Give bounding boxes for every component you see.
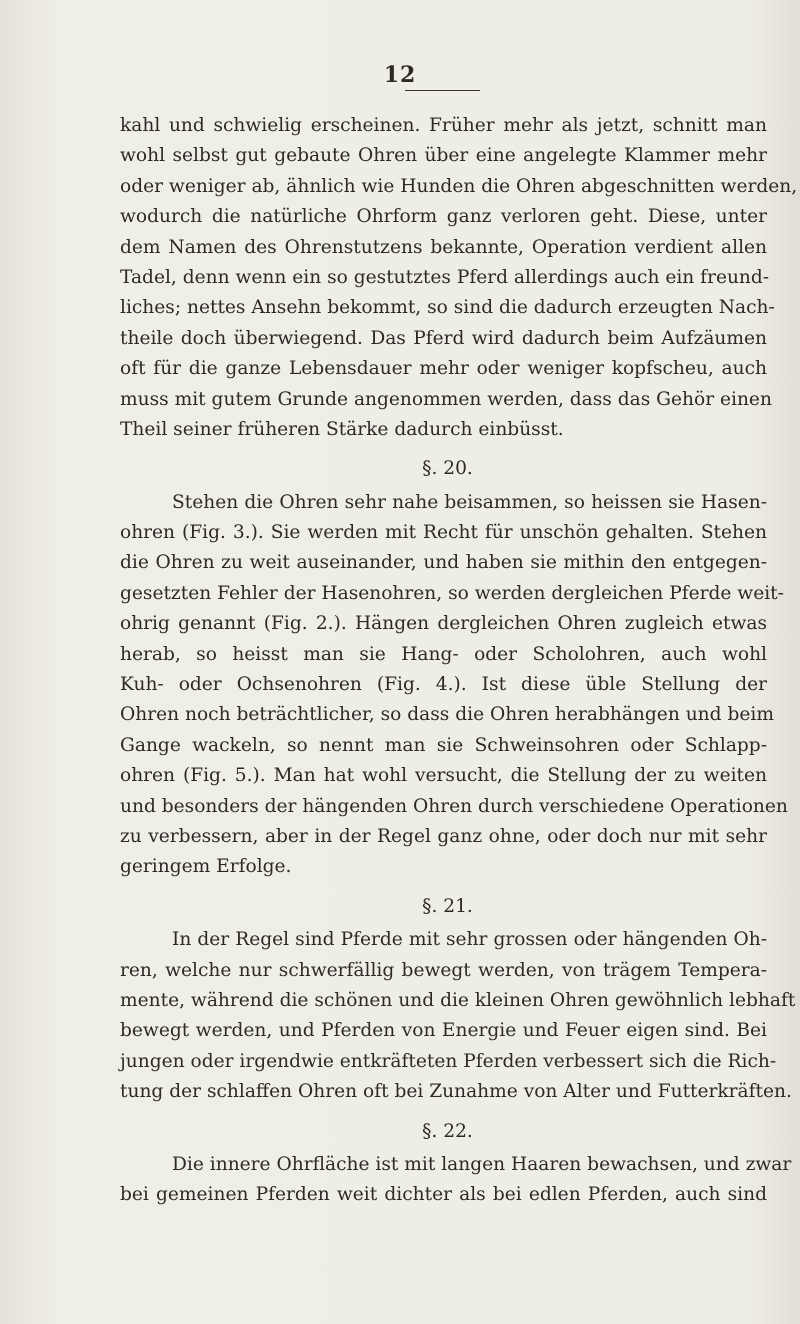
paragraph-intro <box>120 111 798 445</box>
text-line: Stehen die Ohren sehr nahe beisammen, so heissen sie Hasen- <box>172 491 767 513</box>
text-line: theile doch überwiegend. Das Pferd wird dadurch beim Aufzäumen <box>120 327 767 349</box>
text-line: oft für die ganze Lebensdauer mehr oder weniger kopfscheu, auch <box>120 358 767 380</box>
text-line: Die innere Ohrfläche ist mit langen Haaren bewachsen, und zwar <box>172 1153 792 1175</box>
text-line: Tadel, denn wenn ein so gestutztes Pferd allerdings auch ein freund- <box>120 266 770 288</box>
text-line: tung der schlaffen Ohren oft bei Zunahme von Alter und Futterkräften. <box>120 1081 792 1103</box>
section-21-paragraph <box>120 925 796 1107</box>
page-number-rule <box>405 90 480 91</box>
text-line: liches; nettes Ansehn bekommt, so sind die dadurch erzeugten Nach- <box>120 297 775 319</box>
section-22-paragraph <box>120 1150 792 1211</box>
text-line: die Ohren zu weit auseinander, und haben sie mithin den entgegen- <box>120 552 767 574</box>
text-line: und besonders der hängenden Ohren durch verschiedene Operationen <box>120 795 788 817</box>
text-line: ohren (Fig. 5.). Man hat wohl versucht, die Stellung der zu weiten <box>120 765 767 787</box>
text-line: wohl selbst gut gebaute Ohren über eine angelegte Klammer mehr <box>120 145 767 167</box>
section-heading-21: §. 21. <box>422 895 473 917</box>
text-line: herab, so heisst man sie Hang- oder Scholohren, auch wohl <box>120 643 767 665</box>
text-line: geringem Erfolge. <box>120 856 292 878</box>
text-line: jungen oder irgendwie entkräfteten Pferden verbessert sich die Rich- <box>120 1050 777 1072</box>
text-line: Gange wackeln, so nennt man sie Schweinsohren oder Schlapp- <box>120 734 767 756</box>
text-line: In der Regel sind Pferde mit sehr grossen oder hängenden Oh- <box>172 929 767 951</box>
text-line: ren, welche nur schwerfällig bewegt werden, von trägem Tempera- <box>120 959 767 981</box>
text-line: Kuh- oder Ochsenohren (Fig. 4.). Ist diese üble Stellung der <box>120 674 767 696</box>
text-line: bei gemeinen Pferden weit dichter als bei edlen Pferden, auch sind <box>120 1184 767 1206</box>
text-line: gesetzten Fehler der Hasenohren, so werden dergleichen Pferde weit- <box>120 582 784 604</box>
text-line: Ohren noch beträchtlicher, so dass die Ohren herabhängen und beim <box>120 704 774 726</box>
text-line: mente, während die schönen und die kleinen Ohren gewöhnlich lebhaft <box>120 989 796 1011</box>
text-line: muss mit gutem Grunde angenommen werden, dass das Gehör einen <box>120 388 772 410</box>
section-20-paragraph <box>120 488 788 883</box>
section-heading-20: §. 20. <box>422 458 473 480</box>
text-line: kahl und schwielig erscheinen. Früher mehr als jetzt, schnitt man <box>120 115 767 136</box>
text-line: dem Namen des Ohrenstutzens bekannte, Operation verdient allen <box>120 236 767 258</box>
text-line: bewegt werden, und Pferden von Energie und Feuer eigen sind. Bei <box>120 1020 767 1042</box>
body-text <box>120 111 798 1211</box>
text-line: ohren (Fig. 3.). Sie werden mit Recht für unschön gehalten. Stehen <box>120 522 767 544</box>
text-line: oder weniger ab, ähnlich wie Hunden die Ohren abgeschnitten werden, <box>120 175 798 197</box>
text-line: ohrig genannt (Fig. 2.). Hängen dergleichen Ohren zugleich etwas <box>120 613 767 635</box>
page-number: 12 <box>383 62 417 88</box>
text-line: Theil seiner früheren Stärke dadurch einbüsst. <box>120 418 564 440</box>
section-heading-22: §. 22. <box>422 1120 473 1142</box>
text-line: zu verbessern, aber in der Regel ganz ohne, oder doch nur mit sehr <box>120 825 767 847</box>
text-line: wodurch die natürliche Ohrform ganz verloren geht. Diese, unter <box>120 206 767 228</box>
